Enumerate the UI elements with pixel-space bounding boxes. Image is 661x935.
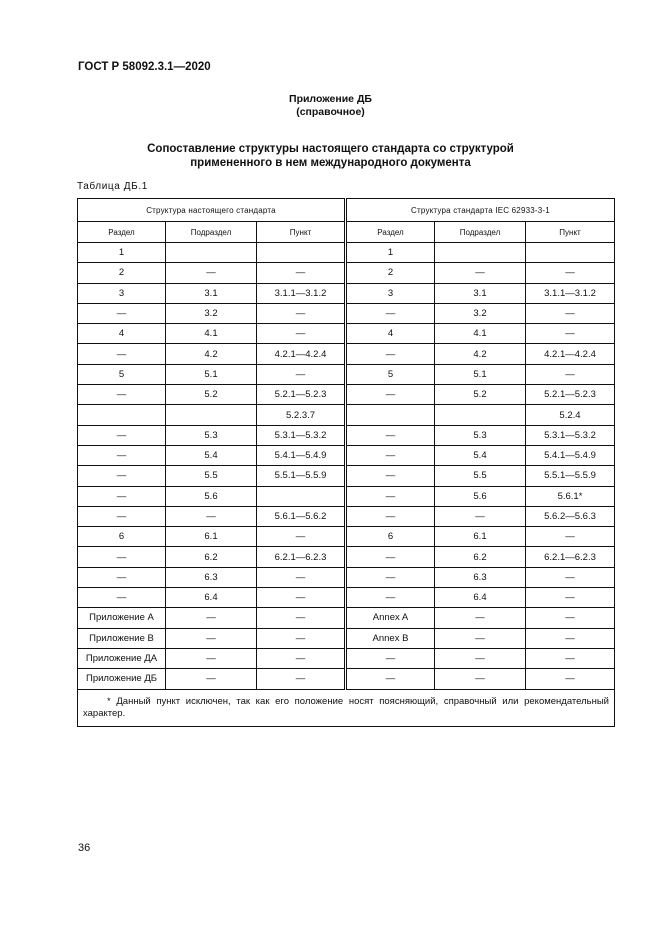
table-cell: 2 [346, 263, 435, 283]
table-cell: — [166, 608, 257, 628]
table-cell: — [526, 628, 615, 648]
table-row [78, 263, 615, 283]
table-cell: — [78, 425, 166, 445]
table-row [78, 527, 615, 547]
table-cell: 5.2.1—5.2.3 [526, 385, 615, 405]
table-cell: 5.2.1—5.2.3 [257, 385, 346, 405]
column-header: Подраздел [435, 222, 526, 243]
table-cell: — [257, 364, 346, 384]
table-cell: 4.2.1—4.2.4 [257, 344, 346, 364]
table-cell: — [526, 669, 615, 689]
table-cell: — [257, 567, 346, 587]
page-number: 36 [78, 842, 91, 854]
table-row [78, 425, 615, 445]
annex-title-line: Приложение ДБ [289, 93, 372, 105]
table-cell: — [78, 445, 166, 465]
table-row [78, 385, 615, 405]
footnote-cell [78, 689, 615, 726]
table-cell: — [526, 588, 615, 608]
table-cell: — [526, 303, 615, 323]
table-cell: — [435, 648, 526, 668]
table-cell: — [257, 608, 346, 628]
table-row [78, 567, 615, 587]
table-cell: 6.4 [435, 588, 526, 608]
table-row [78, 445, 615, 465]
table-cell: 3.1.1—3.1.2 [526, 283, 615, 303]
table-row [78, 669, 615, 689]
table-cell: — [526, 263, 615, 283]
table-row [78, 588, 615, 608]
table-cell [257, 486, 346, 506]
table-cell: — [435, 669, 526, 689]
table-cell: 5.6.2—5.6.3 [526, 506, 615, 526]
table-cell: — [78, 506, 166, 526]
table-cell: — [346, 385, 435, 405]
table-row [78, 324, 615, 344]
table-cell: 5.5.1—5.5.9 [257, 466, 346, 486]
table-cell: — [346, 486, 435, 506]
table-cell: 5.3 [166, 425, 257, 445]
table-cell: — [166, 628, 257, 648]
footnote-row [78, 689, 615, 726]
table-cell: 5.6.1—5.6.2 [257, 506, 346, 526]
table-cell: — [526, 608, 615, 628]
heading-line-1: Сопоставление структуры настоящего стандарта со структурой [147, 143, 514, 155]
table-cell: — [526, 567, 615, 587]
table-cell: 5.5 [435, 466, 526, 486]
table-cell: — [346, 567, 435, 587]
table-row [78, 608, 615, 628]
table-cell: 5.4.1—5.4.9 [257, 445, 346, 465]
table-row [78, 283, 615, 303]
table-row [78, 344, 615, 364]
table-row [78, 628, 615, 648]
table-cell: 5.6 [166, 486, 257, 506]
table-cell: — [435, 263, 526, 283]
table-cell: 2 [78, 263, 166, 283]
table-cell: 3 [346, 283, 435, 303]
table-cell: — [257, 527, 346, 547]
table-cell: — [78, 385, 166, 405]
table-cell: 5.2.3.7 [257, 405, 346, 425]
table-cell: 4.2 [166, 344, 257, 364]
table-row [78, 547, 615, 567]
table-cell: 1 [346, 243, 435, 263]
table-row [78, 466, 615, 486]
table-cell: 5.2 [435, 385, 526, 405]
table-cell: 6.2 [166, 547, 257, 567]
table-cell: — [346, 445, 435, 465]
table-cell: 1 [78, 243, 166, 263]
table-cell: 6.3 [435, 567, 526, 587]
table-row [78, 405, 615, 425]
table-cell: — [526, 527, 615, 547]
table-cell: — [435, 628, 526, 648]
table-cell: Приложение ДА [78, 648, 166, 668]
table-cell: 5.3 [435, 425, 526, 445]
table-cell: — [346, 466, 435, 486]
table-cell: — [78, 344, 166, 364]
table-cell: 5.1 [435, 364, 526, 384]
table-cell: — [526, 648, 615, 668]
table-cell: — [166, 669, 257, 689]
table-cell: — [166, 506, 257, 526]
table-cell: 5.2.4 [526, 405, 615, 425]
group-header-left: Структура настоящего стандарта [78, 199, 346, 222]
table-cell: 6 [78, 527, 166, 547]
table-label: Таблица ДБ.1 [77, 181, 148, 192]
table-cell: — [257, 648, 346, 668]
table-cell: — [346, 648, 435, 668]
table-cell: 4.1 [435, 324, 526, 344]
document-code: ГОСТ Р 58092.3.1—2020 [78, 61, 211, 73]
table-cell: — [346, 588, 435, 608]
table-cell: 4.2 [435, 344, 526, 364]
section-heading [0, 142, 661, 170]
table-cell: — [78, 547, 166, 567]
table-cell: — [526, 324, 615, 344]
table-cell: — [257, 303, 346, 323]
table-cell: — [346, 506, 435, 526]
table-cell: 5.2 [166, 385, 257, 405]
table-cell: — [78, 567, 166, 587]
column-header: Раздел [78, 222, 166, 243]
table-cell: — [257, 588, 346, 608]
table-cell: 5 [346, 364, 435, 384]
table-cell: 5.4 [166, 445, 257, 465]
comparison-table [77, 198, 615, 727]
table-cell: — [435, 506, 526, 526]
table-cell: 5.5 [166, 466, 257, 486]
table-cell: 6.2 [435, 547, 526, 567]
table-cell: 3.2 [166, 303, 257, 323]
table-cell [526, 243, 615, 263]
table-cell: — [346, 425, 435, 445]
table-cell: 5.4.1—5.4.9 [526, 445, 615, 465]
table-cell [166, 243, 257, 263]
table-cell: Приложение В [78, 628, 166, 648]
table-body [78, 243, 615, 690]
table-cell: Приложение А [78, 608, 166, 628]
table-cell: 5.6 [435, 486, 526, 506]
table-row [78, 364, 615, 384]
table-cell: 6.3 [166, 567, 257, 587]
table-cell: — [346, 547, 435, 567]
table-cell: 5.1 [166, 364, 257, 384]
table-cell: 5.3.1—5.3.2 [257, 425, 346, 445]
group-header-right: Структура стандарта IEC 62933-3-1 [346, 199, 615, 222]
table-cell: 5.6.1* [526, 486, 615, 506]
table-cell: — [257, 669, 346, 689]
table-cell: 6.1 [435, 527, 526, 547]
table-cell: 5.5.1—5.5.9 [526, 466, 615, 486]
column-header: Пункт [257, 222, 346, 243]
column-header: Пункт [526, 222, 615, 243]
table-cell: 5.4 [435, 445, 526, 465]
table-cell [346, 405, 435, 425]
table-cell: 6 [346, 527, 435, 547]
table-row [78, 243, 615, 263]
table-cell: 3.1 [166, 283, 257, 303]
table-cell: — [257, 263, 346, 283]
table-cell: Annex A [346, 608, 435, 628]
annex-subtitle: (справочное) [296, 106, 365, 118]
table-cell: 3.2 [435, 303, 526, 323]
table-cell: 4.1 [166, 324, 257, 344]
table-cell: — [257, 628, 346, 648]
footnote-text: * Данный пункт исключен, так как его положение носят поясняющий, справочный или рекомендательный характер. [83, 695, 609, 719]
table-cell: — [346, 303, 435, 323]
table-cell: 6.4 [166, 588, 257, 608]
table-cell: 5.3.1—5.3.2 [526, 425, 615, 445]
table-cell: 4.2.1—4.2.4 [526, 344, 615, 364]
table-cell [435, 243, 526, 263]
table-cell: — [78, 588, 166, 608]
table-row [78, 486, 615, 506]
table-cell: — [166, 263, 257, 283]
table-cell: Приложение ДБ [78, 669, 166, 689]
table-cell [257, 243, 346, 263]
table-cell [435, 405, 526, 425]
column-header: Раздел [346, 222, 435, 243]
table-cell: 5 [78, 364, 166, 384]
table-cell: 6.2.1—6.2.3 [526, 547, 615, 567]
table-cell: — [526, 364, 615, 384]
table-cell: 4 [78, 324, 166, 344]
table-cell: — [78, 303, 166, 323]
table-cell: — [257, 324, 346, 344]
table-cell: — [78, 466, 166, 486]
table-cell: 3.1.1—3.1.2 [257, 283, 346, 303]
table-cell: Annex B [346, 628, 435, 648]
column-header: Подраздел [166, 222, 257, 243]
table-cell: — [435, 608, 526, 628]
annex-title [0, 93, 661, 119]
table-cell: 3.1 [435, 283, 526, 303]
table-cell: 6.2.1—6.2.3 [257, 547, 346, 567]
table-cell [166, 405, 257, 425]
table-row [78, 303, 615, 323]
table-cell: 6.1 [166, 527, 257, 547]
table-cell: — [166, 648, 257, 668]
table-cell: — [346, 669, 435, 689]
table-cell: — [78, 486, 166, 506]
table-row [78, 506, 615, 526]
table-row [78, 648, 615, 668]
heading-line-2: примененного в нем международного документа [190, 157, 471, 169]
table-cell: — [346, 344, 435, 364]
table-cell: 3 [78, 283, 166, 303]
table-cell [78, 405, 166, 425]
table-cell: 4 [346, 324, 435, 344]
